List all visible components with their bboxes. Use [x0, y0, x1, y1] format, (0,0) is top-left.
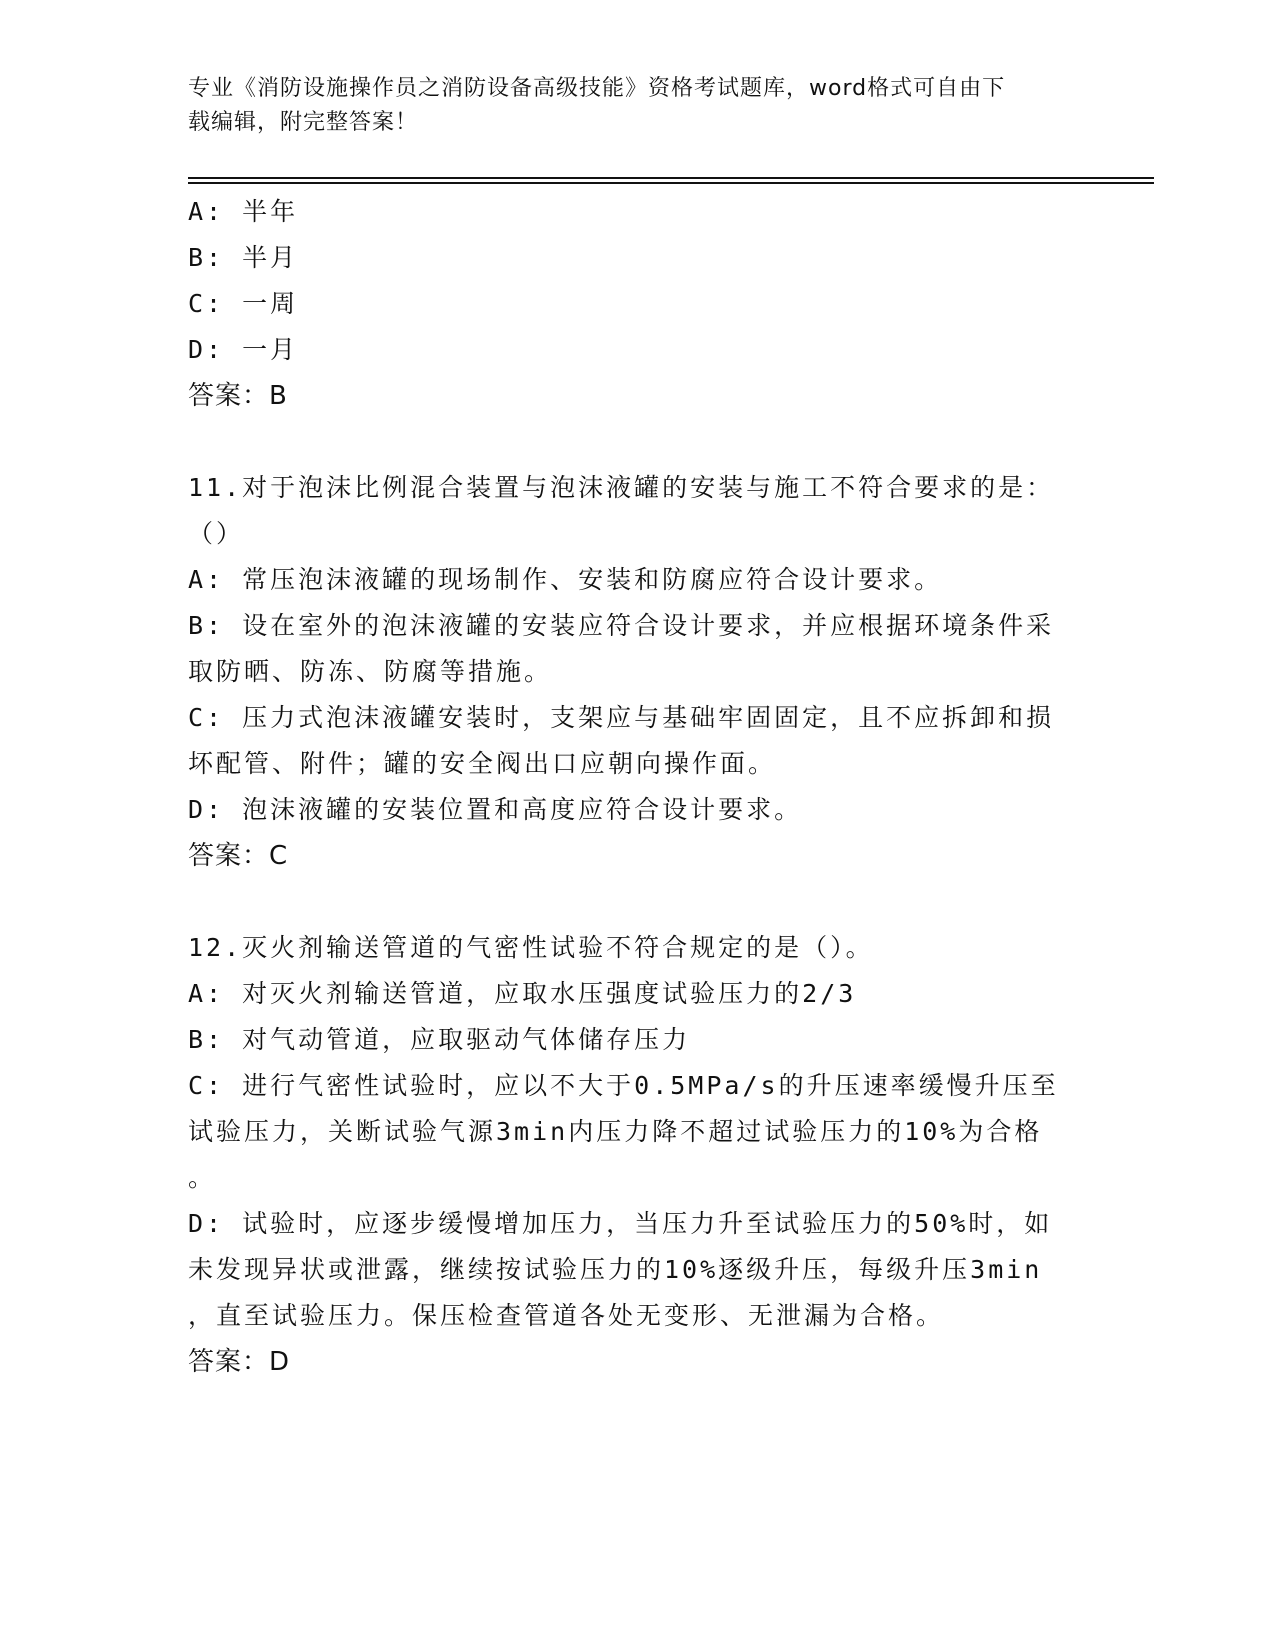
question-12-block	[188, 925, 1088, 1385]
question-spacer	[188, 879, 1088, 925]
question-11-option-c-line-1: C: 压力式泡沫液罐安装时，支架应与基础牢固固定，且不应拆卸和损	[188, 703, 1055, 732]
question-12-option-c-line-2: 试验压力，关断试验气源3min内压力降不超过试验压力的10%为合格	[188, 1117, 1043, 1146]
question-content	[188, 189, 1088, 1385]
question-12-option-c-line-1: C: 进行气密性试验时，应以不大于0.5MPa/s的升压速率缓慢升压至	[188, 1071, 1059, 1100]
header-intro-line-1: 专业《消防设施操作员之消防设备高级技能》资格考试题库，word格式可自由下	[188, 76, 1006, 101]
question-spacer	[188, 419, 1088, 465]
question-11-option-b-line-1: B: 设在室外的泡沫液罐的安装应符合设计要求，并应根据环境条件采	[188, 611, 1055, 640]
question-10-answer: 答案：B	[188, 381, 288, 411]
question-11-option-c-line-2: 坏配管、附件；罐的安全阀出口应朝向操作面。	[188, 749, 777, 778]
question-10-option-b: B: 半月	[188, 243, 299, 272]
question-12-option-d-line-2: 未发现异状或泄露，继续按试验压力的10%逐级升压，每级升压3min	[188, 1255, 1043, 1284]
question-11-answer: 答案：C	[188, 841, 289, 871]
question-12-option-d-line-1: D: 试验时，应逐步缓慢增加压力，当压力升至试验压力的50%时，如	[188, 1209, 1053, 1238]
question-11-stem-line-1: 11.对于泡沫比例混合装置与泡沫液罐的安装与施工不符合要求的是：	[188, 473, 1055, 502]
question-11-option-a: A: 常压泡沫液罐的现场制作、安装和防腐应符合设计要求。	[188, 565, 943, 594]
question-12-answer: 答案：D	[188, 1347, 291, 1377]
document-header	[188, 72, 1068, 140]
question-12-stem: 12.灭火剂输送管道的气密性试验不符合规定的是（）。	[188, 933, 874, 962]
header-divider-top	[188, 177, 1154, 179]
question-11-option-b-line-2: 取防晒、防冻、防腐等措施。	[188, 657, 553, 686]
question-11-stem-line-2: （）	[188, 519, 245, 548]
question-12-option-c-line-3: 。	[188, 1163, 217, 1192]
question-10-option-a: A: 半年	[188, 197, 299, 226]
question-12-option-b: B: 对气动管道，应取驱动气体储存压力	[188, 1025, 691, 1054]
question-10-option-d: D: 一月	[188, 335, 299, 364]
question-11-option-d: D: 泡沫液罐的安装位置和高度应符合设计要求。	[188, 795, 803, 824]
question-11-block	[188, 465, 1088, 879]
header-intro-line-2: 载编辑，附完整答案！	[188, 110, 419, 135]
question-10-option-c: C: 一周	[188, 289, 299, 318]
question-12-option-a: A: 对灭火剂输送管道，应取水压强度试验压力的2/3	[188, 979, 857, 1008]
question-12-option-d-line-3: ，直至试验压力。保压检查管道各处无变形、无泄漏为合格。	[188, 1301, 945, 1330]
question-10-block	[188, 189, 1088, 419]
header-divider-bottom	[188, 182, 1154, 184]
